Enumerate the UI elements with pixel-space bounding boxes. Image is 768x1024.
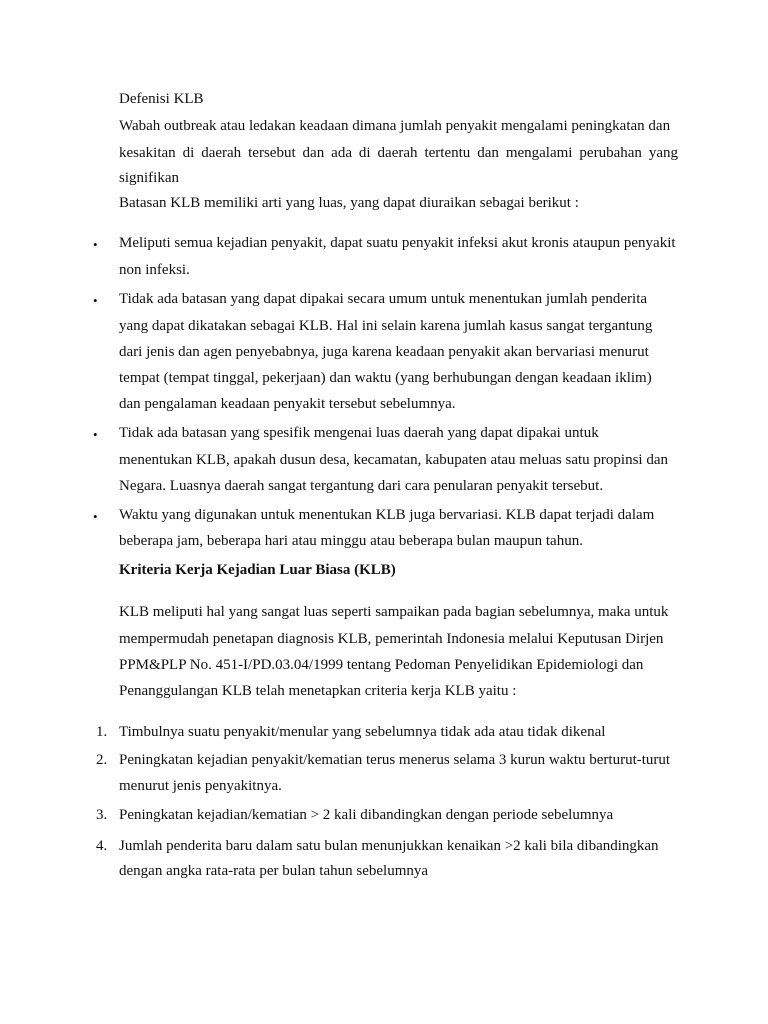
bullet-item-line: dan pengalaman keadaan penyakit tersebut sebelumnya. (119, 396, 456, 412)
numbered-item-line: dengan angka rata-rata per bulan tahun sebelumnya (119, 863, 429, 879)
bullet-item-line: yang dapat dikatakan sebagai KLB. Hal ini selain karena jumlah kasus sangat tergantung (119, 318, 653, 334)
bullet-item-line: Waktu yang digunakan untuk menentukan KLB juga bervariasi. KLB dapat terjadi dalam (119, 507, 655, 523)
intro-para-line: Wabah outbreak atau ledakan keadaan dimana jumlah penyakit mengalami peningkatan dan (119, 118, 671, 134)
list-number: 1. (96, 724, 108, 740)
criteria-para-line: KLB meliputi hal yang sangat luas seperti sampaikan pada bagian sebelumnya, maka untuk (119, 604, 669, 620)
criteria-para-line: PPM&PLP No. 451-I/PD.03.04/1999 tentang Pedoman Penyelidikan Epidemiologi dan (119, 657, 644, 673)
list-number: 3. (96, 807, 108, 823)
numbered-item-line: Peningkatan kejadian/kematian > 2 kali dibandingkan dengan periode sebelumnya (119, 807, 614, 823)
bullet-marker: • (93, 427, 98, 442)
bullet-item-line: tempat (tempat tinggal, pekerjaan) dan waktu (yang berhubungan dengan keadaan iklim) (119, 370, 652, 386)
list-number: 2. (96, 752, 108, 768)
bullet-item-line: Negara. Luasnya daerah sangat tergantung dari cara penularan penyakit tersebut. (119, 478, 604, 494)
bullet-item-line: Tidak ada batasan yang spesifik mengenai luas daerah yang dapat dipakai untuk (119, 425, 599, 441)
bullet-marker: • (93, 293, 98, 308)
bullet-item-line: beberapa jam, beberapa hari atau minggu atau beberapa bulan maupun tahun. (119, 533, 583, 549)
numbered-item-line: Jumlah penderita baru dalam satu bulan menunjukkan kenaikan >2 kali bila dibandingkan (119, 838, 659, 854)
numbered-item-line: Peningkatan kejadian penyakit/kematian terus menerus selama 3 kurun waktu berturut-turut (119, 752, 671, 768)
bullet-item-line: Meliputi semua kejadian penyakit, dapat suatu penyakit infeksi akut kronis ataupun penyakit (119, 235, 676, 251)
intro-para-line: kesakitan di daerah tersebut dan ada di daerah tertentu dan mengalami perubahan yang (119, 145, 678, 161)
criteria-para-line: mempermudah penetapan diagnosis KLB, pemerintah Indonesia melalui Keputusan Dirjen (119, 631, 664, 647)
bullet-item-line: non infeksi. (119, 262, 190, 278)
bullet-item-line: Tidak ada batasan yang dapat dipakai secara umum untuk menentukan jumlah penderita (119, 291, 648, 307)
intro-para2: Batasan KLB memiliki arti yang luas, yang dapat diuraikan sebagai berikut : (119, 195, 579, 211)
criteria-heading: Kriteria Kerja Kejadian Luar Biasa (KLB) (119, 562, 396, 578)
numbered-item-line: Timbulnya suatu penyakit/menular yang sebelumnya tidak ada atau tidak dikenal (119, 724, 606, 740)
bullet-item-line: dari jenis dan agen penyebabnya, juga karena keadaan penyakit akan bervariasi menurut (119, 344, 649, 360)
bullet-marker: • (93, 237, 98, 252)
numbered-item-line: menurut jenis penyakitnya. (119, 778, 282, 794)
criteria-para-line: Penanggulangan KLB telah menetapkan criteria kerja KLB yaitu : (119, 683, 517, 699)
bullet-marker: • (93, 509, 98, 524)
doc-title: Defenisi KLB (119, 91, 204, 107)
intro-para-line: signifikan (119, 170, 179, 186)
list-number: 4. (96, 838, 108, 854)
bullet-item-line: menentukan KLB, apakah dusun desa, kecamatan, kabupaten atau meluas satu propinsi dan (119, 452, 668, 468)
